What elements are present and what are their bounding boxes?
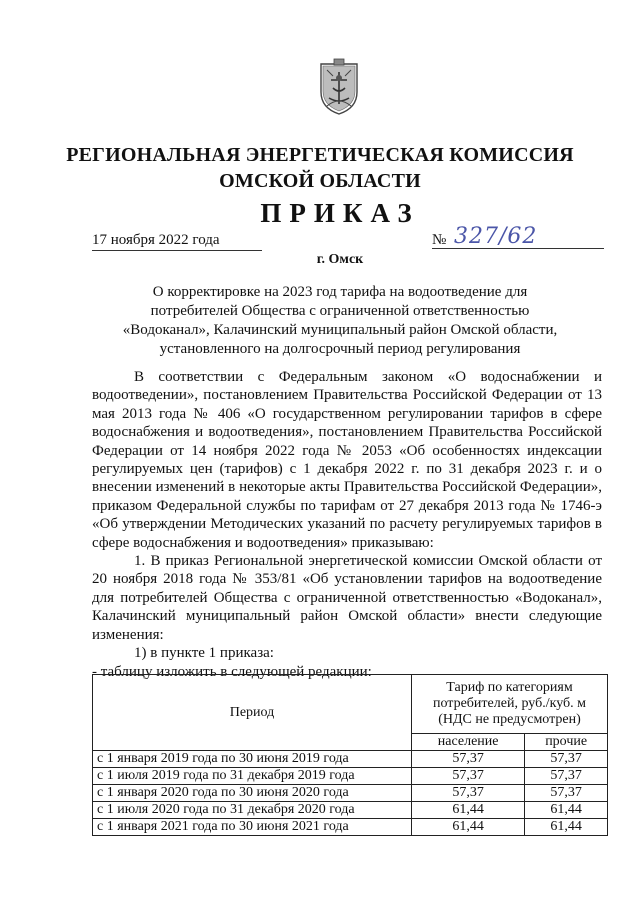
row-population-tariff: 61,44 xyxy=(412,819,525,836)
table-intro-paragraph: - таблицу изложить в следующей редакции: xyxy=(92,663,372,680)
row-other-tariff: 57,37 xyxy=(525,768,608,785)
number-label: № xyxy=(432,232,447,248)
table-row xyxy=(93,802,608,819)
document-body xyxy=(92,368,602,681)
table-row xyxy=(93,819,608,836)
row-other-tariff: 61,44 xyxy=(525,802,608,819)
document-type-title: ПРИКАЗ xyxy=(260,198,420,228)
tariff-table xyxy=(92,674,608,836)
subject-line-4: установленного на долгосрочный период регулирования xyxy=(159,341,521,357)
omsk-coat-of-arms-icon xyxy=(317,58,361,116)
header-period: Период xyxy=(93,675,412,751)
organization-line-1: РЕГИОНАЛЬНАЯ ЭНЕРГЕТИЧЕСКАЯ КОМИССИЯ xyxy=(66,144,574,166)
document-city: г. Омск xyxy=(316,252,364,267)
table-header-row xyxy=(93,675,608,734)
row-period: с 1 января 2019 года по 30 июня 2019 года xyxy=(93,751,412,768)
header-other: прочие xyxy=(525,734,608,751)
row-population-tariff: 61,44 xyxy=(412,802,525,819)
table-row xyxy=(93,751,608,768)
row-other-tariff: 61,44 xyxy=(525,819,608,836)
row-other-tariff: 57,37 xyxy=(525,785,608,802)
document-subject xyxy=(100,283,580,359)
organization-name xyxy=(0,142,640,194)
row-period: с 1 июля 2020 года по 31 декабря 2020 года xyxy=(93,802,412,819)
subject-line-1: О корректировке на 2023 год тарифа на водоотведение для xyxy=(152,284,528,300)
row-population-tariff: 57,37 xyxy=(412,785,525,802)
subject-line-2: потребителей Общества с ограниченной ответственностью xyxy=(150,303,530,319)
subitem-1-paragraph: 1) в пункте 1 приказа: xyxy=(134,645,274,662)
document-number xyxy=(432,224,604,249)
preamble-paragraph: В соответствии с Федеральным законом «О водоснабжении и водоотведении», постановлением Правительства Российской Федерации от 13 мая 2013 года № 406 «О государственном регулировании тарифов в сфере водоснабжения и водоотведения», постановлением Правительства Российской Федерации от 14 ноября 2022 года № 2053 «Об особенностях индексации регулируемых цен (тарифов) с 1 декабря 2022 г. по 31 декабря 2023 г. и о внесении изменений в некоторые акты Правительства Российской Федерации», приказом Федеральной службы по тарифам от 27 декабря 2013 года № 1746-э «Об утверждении Методических указаний по расчету регулируемых тарифов в сфере водоснабжения и водоотведения» приказываю: xyxy=(92,369,602,551)
table-row xyxy=(93,768,608,785)
header-population: население xyxy=(412,734,525,751)
header-tariff: Тариф по категориям потребителей, руб./куб. м (НДС не предусмотрен) xyxy=(412,675,608,734)
row-period: с 1 января 2020 года по 30 июня 2020 года xyxy=(93,785,412,802)
number-handwritten-value: 327/62 xyxy=(454,224,538,249)
item-1-paragraph: 1. В приказ Региональной энергетической комиссии Омской области от 20 ноября 2018 года № 353/81 «Об установлении тарифов на водоотведение для потребителей Общества с ограниченной ответственностью «Водоканал», Калачинский муниципальный район Омской области» внести следующие изменения: xyxy=(92,553,602,643)
row-population-tariff: 57,37 xyxy=(412,751,525,768)
table-row xyxy=(93,785,608,802)
document-date: 17 ноября 2022 года xyxy=(92,232,262,251)
row-other-tariff: 57,37 xyxy=(525,751,608,768)
row-population-tariff: 57,37 xyxy=(412,768,525,785)
row-period: с 1 января 2021 года по 30 июня 2021 года xyxy=(93,819,412,836)
organization-line-2: ОМСКОЙ ОБЛАСТИ xyxy=(219,170,421,192)
subject-line-3: «Водоканал», Калачинский муниципальный район Омской области, xyxy=(122,322,558,338)
row-period: с 1 июля 2019 года по 31 декабря 2019 года xyxy=(93,768,412,785)
